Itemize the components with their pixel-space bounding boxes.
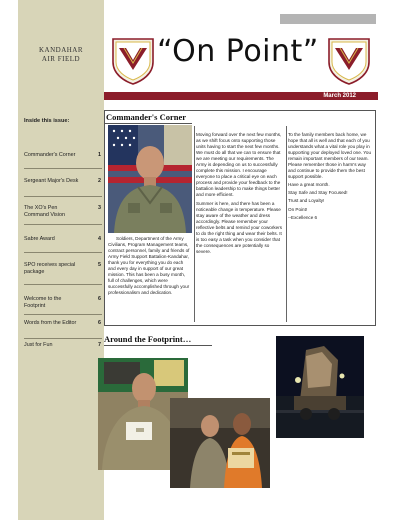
toc-item-page: 1 xyxy=(98,152,101,158)
paragraph: Trust and Loyalty! xyxy=(288,198,325,204)
toc-item-title: Words from the Editor xyxy=(24,320,77,326)
article-column-1 xyxy=(108,236,192,298)
date-bar xyxy=(104,92,378,100)
article-column-2 xyxy=(196,132,284,257)
toc-item-title: Sabre Award xyxy=(24,236,55,242)
paragraph: To the family members back home, we hope that all is well and that each of you understands what a vital role you play in supporting your deployed loved one. You remain important members of our team. Please remember those in harm's way and continue to provide them the best support possible. xyxy=(288,132,372,180)
footprint-heading: Around the Footprint… xyxy=(104,334,192,344)
toc-item[interactable] xyxy=(24,205,104,219)
paragraph: Moving forward over the next few months, as we shift focus onto supporting those units having to start the next few months. We must do all that we can to ensure that we are meeting our requirements. The Army is depending on us to successfully complete this mission. I encourage everyone to place a critical eye on each process and provide your feedback to the battalion leadership to make things better and more efficient. xyxy=(196,132,282,198)
column-divider xyxy=(286,126,287,322)
toc-item-title: Welcome to the Footprint xyxy=(24,296,62,309)
location-label xyxy=(18,46,104,64)
paragraph: --Excellence 6 xyxy=(288,214,318,220)
toc-item[interactable] xyxy=(24,152,104,159)
commander-portrait-photo xyxy=(108,125,192,233)
article-column-3 xyxy=(288,132,374,223)
toc-item[interactable] xyxy=(24,262,104,276)
toc-item[interactable] xyxy=(24,178,104,185)
toc-item-page: 6 xyxy=(98,296,101,302)
paragraph: Have a great month. xyxy=(288,182,330,188)
location-line2: AIR FIELD xyxy=(41,55,81,63)
toc-divider xyxy=(24,196,102,197)
toc-item-title: Just for Fun xyxy=(24,342,53,348)
group-award-photo xyxy=(170,398,270,488)
toc-item[interactable] xyxy=(24,320,104,327)
toc-item-title: Commander's Corner xyxy=(24,152,76,158)
heading-underline xyxy=(104,345,212,346)
toc-divider xyxy=(24,338,102,339)
paragraph: On Point! xyxy=(288,206,308,212)
toc-item[interactable] xyxy=(24,342,104,349)
location-line1: KANDAHAR xyxy=(38,46,84,54)
column-divider xyxy=(194,126,195,322)
toc-item-page: 5 xyxy=(98,262,101,268)
heading-underline xyxy=(104,123,192,124)
paragraph: Summer is here, and there has been a noticeable change in temperature. Please stay aware of the weather and dress accordingly. Please remember your reflective belts and remind your coworkers to do the right thing and wear their belts. It is too easy a task when you consider that the consequences are potentially so severe. xyxy=(196,200,283,254)
inside-heading: Inside this issue: xyxy=(24,118,70,124)
toc-divider xyxy=(24,224,102,225)
toc-item-page: 3 xyxy=(98,205,101,211)
paragraph: Stay Safe and Stay Focused! xyxy=(288,190,348,196)
toc-item-title: SPO receives special package xyxy=(24,262,76,275)
unit-insignia-icon xyxy=(326,36,372,86)
header-gray-bar xyxy=(280,14,376,24)
paragraph: Soldiers, Department of the Army Civilians, Program Management teams, contract personnel, family and friends of Army Field Support Battalion-Kandahar, thank you for everything you do each and every day in support of our great mission. This has been a busy month, full of challenges, which were successfully accomplished through your professionalism and dedication. xyxy=(108,236,190,296)
toc-item-page: 2 xyxy=(98,178,101,184)
toc-divider xyxy=(24,168,102,169)
toc-item-title: Sergeant Major's Desk xyxy=(24,178,79,184)
issue-date: March 2012 xyxy=(323,93,356,99)
toc-item-page: 4 xyxy=(98,236,101,242)
night-equipment-photo xyxy=(276,336,364,438)
commanders-corner-heading: Commander's Corner xyxy=(106,112,187,122)
toc-item-page: 7 xyxy=(98,342,101,348)
toc-divider xyxy=(24,252,102,253)
newsletter-title: “On Point” xyxy=(157,34,319,69)
toc-item[interactable] xyxy=(24,236,104,243)
toc-item-title: The XO's Pen Command Vision xyxy=(24,205,65,218)
toc-divider xyxy=(24,284,102,285)
toc-divider xyxy=(24,314,102,315)
toc-item[interactable] xyxy=(24,296,104,310)
sidebar xyxy=(18,0,104,520)
toc-item-page: 6 xyxy=(98,320,101,326)
